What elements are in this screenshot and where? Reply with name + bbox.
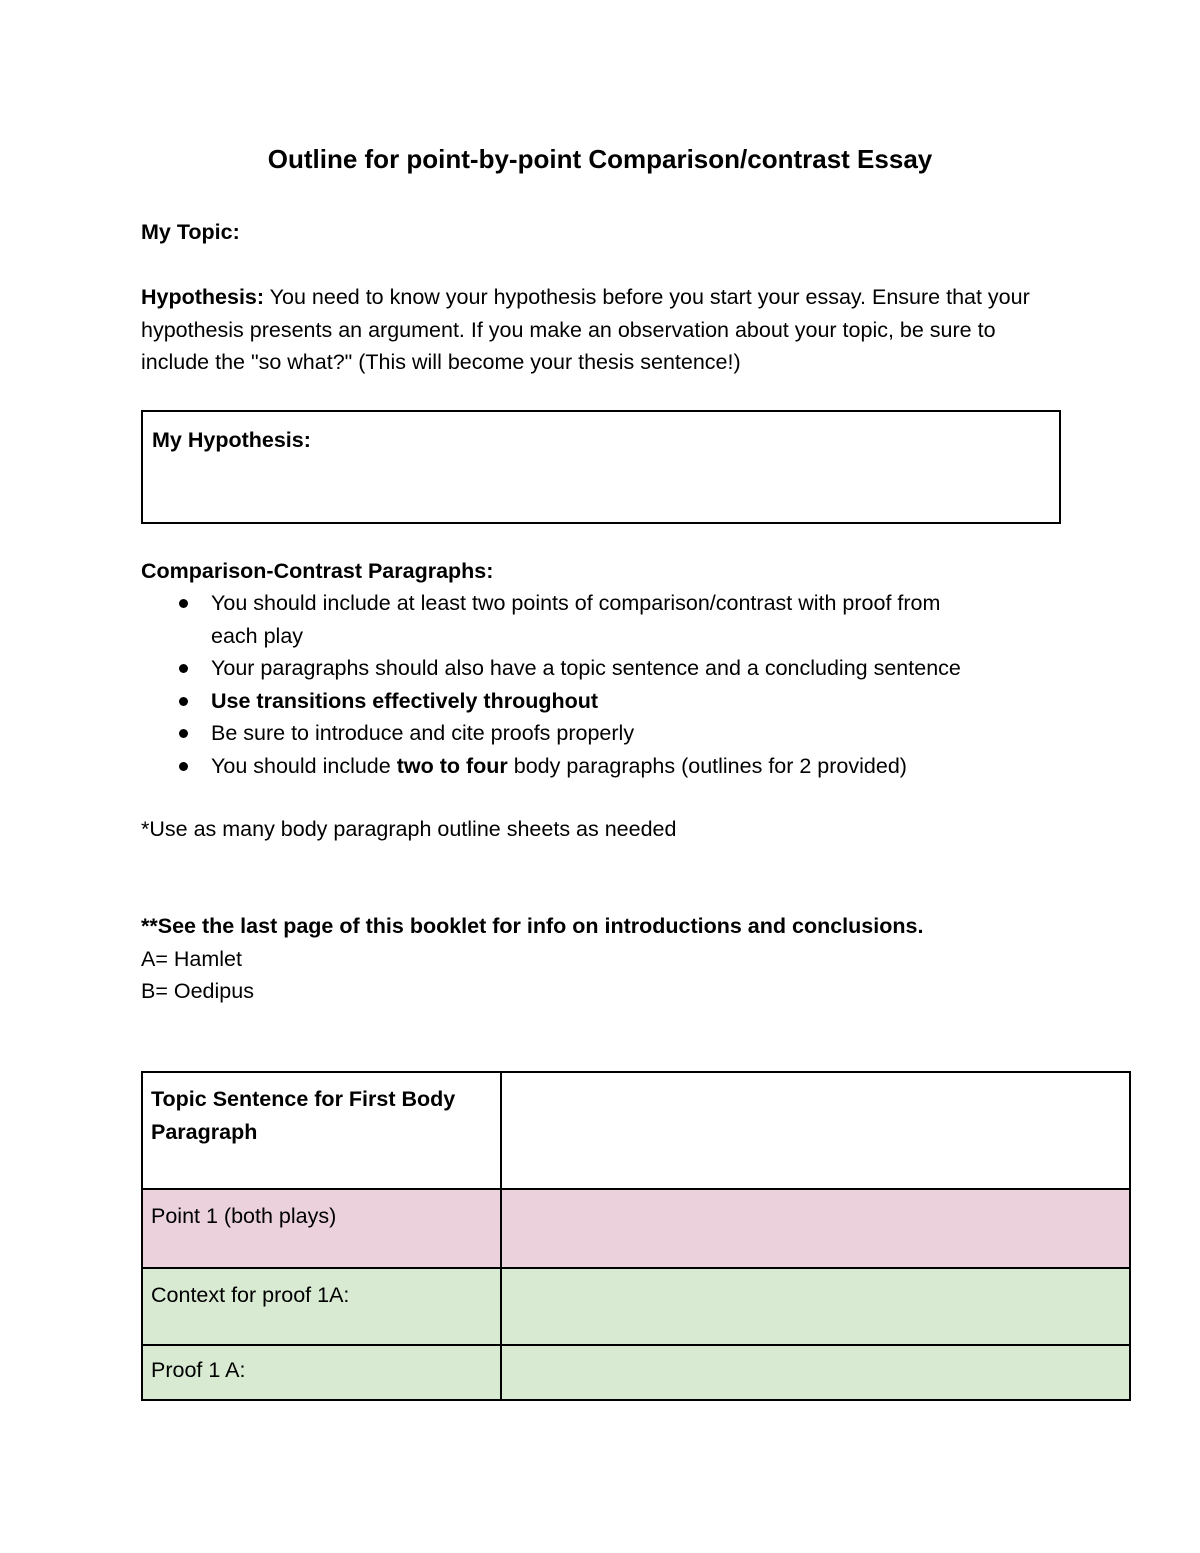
- row-label: Proof 1 A:: [142, 1345, 501, 1400]
- table-row: [142, 1189, 1130, 1268]
- see-last-page-note: **See the last page of this booklet for info on introductions and conclusions.: [141, 914, 924, 938]
- list-item: You should include at least two points of comparison/contrast with proof from each play: [141, 587, 1061, 652]
- page-title: Outline for point-by-point Comparison/contrast Essay: [267, 144, 933, 174]
- topic-label: My Topic:: [141, 220, 240, 244]
- hypothesis-paragraph: [141, 281, 1041, 379]
- row-input-cell[interactable]: [501, 1072, 1130, 1189]
- row-input-cell[interactable]: [501, 1189, 1130, 1268]
- body-paragraph-outline-table: [141, 1071, 1131, 1401]
- paragraphs-heading: Comparison-Contrast Paragraphs:: [141, 559, 494, 583]
- paragraph-guidelines-list: [141, 587, 1061, 782]
- table-row: [142, 1268, 1130, 1345]
- hypothesis-box[interactable]: [141, 410, 1061, 524]
- legend-b: B= Oedipus: [141, 979, 254, 1003]
- list-item: Your paragraphs should also have a topic sentence and a concluding sentence: [141, 652, 1061, 685]
- list-item: You should include two to four body paragraphs (outlines for 2 provided): [141, 750, 1061, 783]
- outline-sheets-note: *Use as many body paragraph outline sheets as needed: [141, 817, 677, 841]
- bullet-icon: [179, 599, 188, 608]
- hypothesis-text: You need to know your hypothesis before you start your essay. Ensure that your hypothesis presents an argument. If you make an observation about your topic, be sure to include the "so what?" (This will become your thesis sentence!): [141, 285, 1030, 374]
- list-item: Be sure to introduce and cite proofs properly: [141, 717, 1061, 750]
- row-input-cell[interactable]: [501, 1345, 1130, 1400]
- hypothesis-box-label: My Hypothesis:: [152, 428, 311, 452]
- list-item: Use transitions effectively throughout: [141, 685, 1061, 718]
- row-label: Point 1 (both plays): [142, 1189, 501, 1268]
- legend-a: A= Hamlet: [141, 947, 242, 971]
- bullet-icon: [179, 729, 188, 738]
- row-input-cell[interactable]: [501, 1268, 1130, 1345]
- bullet-icon: [179, 762, 188, 771]
- row-label: Topic Sentence for First Body Paragraph: [142, 1072, 501, 1189]
- table-row: [142, 1345, 1130, 1400]
- row-label: Context for proof 1A:: [142, 1268, 501, 1345]
- table-row: [142, 1072, 1130, 1189]
- bullet-icon: [179, 697, 188, 706]
- hypothesis-label: Hypothesis:: [141, 285, 265, 309]
- bullet-icon: [179, 664, 188, 673]
